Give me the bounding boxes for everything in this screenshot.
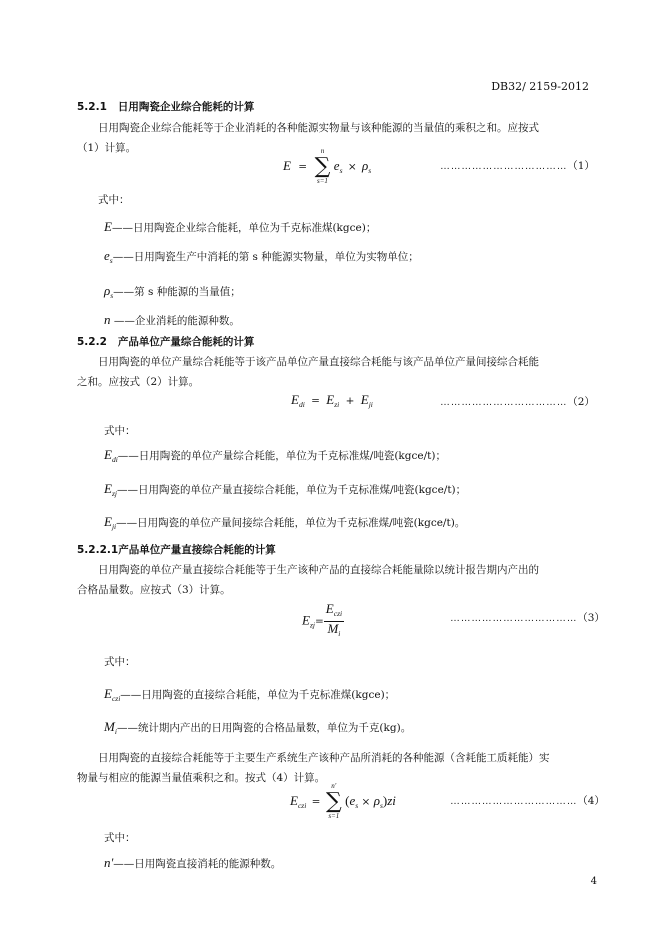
definition-text: ——日用陶瓷的直接综合耗能，单位为千克标准煤(kgce)； [120, 689, 396, 701]
paragraph-line: 日用陶瓷的直接综合耗能等于主要生产系统生产该种产品所消耗的各种能源（含耗能工质耗能）实 [98, 752, 550, 764]
formula-subscript: zj [309, 620, 315, 630]
formula-symbol: n' [104, 855, 114, 870]
where-label: 式中： [104, 832, 136, 844]
formula-symbol: ρ [104, 283, 111, 298]
page-number: 4 [590, 876, 597, 887]
equation-number: （2） [567, 396, 595, 408]
summation-symbol: ∑ n s=1 [314, 156, 330, 178]
paragraph-line: 日用陶瓷的单位产量综合耗能等于该产品单位产量直接综合耗能与该产品单位产量间接综合耗能 [98, 356, 539, 368]
definition-rho-s [104, 283, 241, 304]
formula-1-number [440, 158, 595, 173]
section-title: 产品单位产量直接综合耗能的计算 [118, 544, 276, 556]
paragraph-5-2-2-1 [77, 560, 539, 600]
formula-subscript: ji [368, 400, 373, 409]
equals-sign: = [311, 395, 320, 407]
paragraph-line: 合格品量数。应按式（3）计算。 [77, 584, 231, 596]
times-sign: × [347, 161, 357, 173]
plus-sign: + [345, 395, 355, 407]
section-number: 5.2.2.1 [77, 544, 119, 556]
formula-symbol: n [104, 312, 111, 327]
formula-subscript: czi [333, 609, 343, 618]
paragraph-line: 物量与相应的能源当量值乘积之和。按式（4）计算。 [77, 772, 326, 784]
sum-upper-limit: n' [331, 782, 337, 790]
formula-subscript: di [111, 455, 118, 464]
definition-text: ——企业消耗的能源种数。 [110, 315, 240, 327]
section-5-2-2-heading [77, 334, 254, 349]
section-title: 产品单位产量综合能耗的计算 [117, 336, 255, 348]
standard-code: DB32/ 2159-2012 [491, 80, 589, 93]
sum-upper-limit: n [320, 147, 325, 155]
definition-es [104, 248, 419, 269]
definition-text: ——日用陶瓷生产中消耗的第 s 种能源实物量，单位为实物单位； [112, 251, 419, 263]
definition-text: ——日用陶瓷的单位产量直接综合耗能，单位为千克标准煤/吨瓷(kgce/t)； [116, 484, 467, 496]
formula-3-number [450, 610, 605, 625]
where-label: 式中： [104, 656, 136, 668]
definition-Eczi [104, 686, 395, 707]
definition-n [104, 312, 240, 329]
formula-1 [283, 147, 372, 185]
formula-subscript: di [298, 400, 305, 409]
formula-subscript: s [368, 166, 372, 175]
formula-symbol: E [283, 158, 291, 173]
formula-subscript: i [338, 629, 341, 638]
formula-symbol: E [104, 481, 112, 496]
formula-subscript: czi [297, 801, 307, 810]
equation-number: （1） [567, 160, 595, 172]
formula-subscript: zj [111, 489, 117, 498]
formula-symbol: E [104, 219, 112, 234]
definition-text: ——统计期内产出的日用陶瓷的合格品量数，单位为千克(kg)。 [116, 722, 412, 734]
equals-sign: = [314, 615, 324, 628]
formula-symbol: E [290, 793, 298, 808]
formula-symbol: E [302, 612, 310, 628]
formula-symbol: M [327, 621, 339, 636]
definition-E [104, 219, 376, 236]
sum-lower-limit: s=1 [316, 177, 328, 185]
formula-symbol: E [104, 686, 112, 701]
where-label: 式中： [104, 425, 136, 437]
formula-subscript: czi [111, 694, 121, 703]
formula-symbol: E [104, 447, 112, 462]
formula-subscript: i [114, 727, 117, 736]
formula-symbol: e [349, 793, 356, 808]
paragraph-line: 之和。应按式（2）计算。 [77, 376, 200, 388]
formula-2-number [440, 394, 595, 409]
definition-text: ——日用陶瓷的单位产量间接综合耗能，单位为千克标准煤/吨瓷(kgce/t)。 [116, 517, 466, 529]
equation-number: （4） [577, 795, 605, 807]
formula-symbol: E [326, 392, 335, 407]
where-label: 式中： [98, 194, 130, 206]
definition-Edi [104, 447, 446, 468]
section-number: 5.2.2 [77, 336, 107, 348]
section-title: 日用陶瓷企业综合能耗的计算 [117, 101, 255, 113]
section-5-2-2-1-heading [77, 542, 276, 557]
formula-symbol: E [325, 601, 334, 616]
formula-symbol: E [360, 392, 369, 407]
formula-subscript: s [355, 801, 359, 810]
paragraph-5-2-2 [77, 352, 539, 392]
definition-text: ——日用陶瓷直接消耗的能源种数。 [113, 858, 282, 870]
paren-open: ( [345, 793, 350, 808]
paragraph-line: （1）计算。 [77, 142, 137, 154]
leader-dots: ……………………………… [450, 613, 578, 624]
definition-text: ——第 s 种能源的当量值； [113, 286, 241, 298]
formula-subscript: s [110, 291, 114, 300]
summation-symbol: ∑ n' s=1 [326, 791, 342, 813]
definition-text: ——日用陶瓷的单位产量综合耗能，单位为千克标准煤/吨瓷(kgce/t)； [117, 450, 446, 462]
leader-dots: ……………………………… [440, 161, 568, 172]
formula-subscript: ji [111, 522, 117, 531]
definition-n-prime [104, 855, 281, 872]
definition-Ezj [104, 481, 466, 502]
paragraph-line: 日用陶瓷的单位产量直接综合耗能等于生产该种产品的直接综合耗能量除以统计报告期内产出的 [98, 564, 539, 576]
section-5-2-1-heading [77, 99, 254, 114]
formula-4 [290, 782, 396, 820]
definition-text: ——日用陶瓷企业综合能耗，单位为千克标准煤(kgce)； [111, 222, 377, 234]
equals-sign: = [311, 796, 321, 808]
leader-dots: ……………………………… [440, 397, 568, 408]
formula-symbol: e [104, 248, 110, 263]
formula-symbol: e [333, 158, 340, 173]
definition-Mi [104, 719, 411, 740]
paragraph-line: 日用陶瓷企业综合能耗等于企业消耗的各种能源实物量与该种能源的当量值的乘积之和。应按式 [98, 122, 539, 134]
leader-dots: ……………………………… [450, 796, 578, 807]
paren-close: ) [382, 793, 388, 808]
paragraph-direct-energy [77, 748, 550, 788]
sum-lower-limit: s=1 [328, 812, 340, 820]
formula-symbol: E [291, 392, 299, 407]
formula-subscript: zi [334, 400, 340, 409]
formula-4-number [450, 793, 605, 808]
formula-symbol: zi [387, 793, 396, 808]
definition-Eji [104, 514, 465, 535]
formula-symbol: ρ [362, 158, 369, 173]
formula-subscript: s [339, 166, 343, 175]
formula-symbol: ρ [373, 793, 380, 808]
formula-2 [291, 392, 373, 409]
equals-sign: = [298, 161, 308, 173]
formula-symbol: M [104, 719, 115, 734]
formula-3 [302, 602, 344, 641]
section-number: 5.2.1 [77, 101, 107, 113]
formula-subscript: s [379, 801, 383, 810]
fraction [324, 602, 344, 641]
times-sign: × [361, 796, 371, 808]
formula-subscript: s [109, 256, 113, 265]
formula-symbol: E [104, 514, 112, 529]
equation-number: （3） [577, 612, 605, 624]
